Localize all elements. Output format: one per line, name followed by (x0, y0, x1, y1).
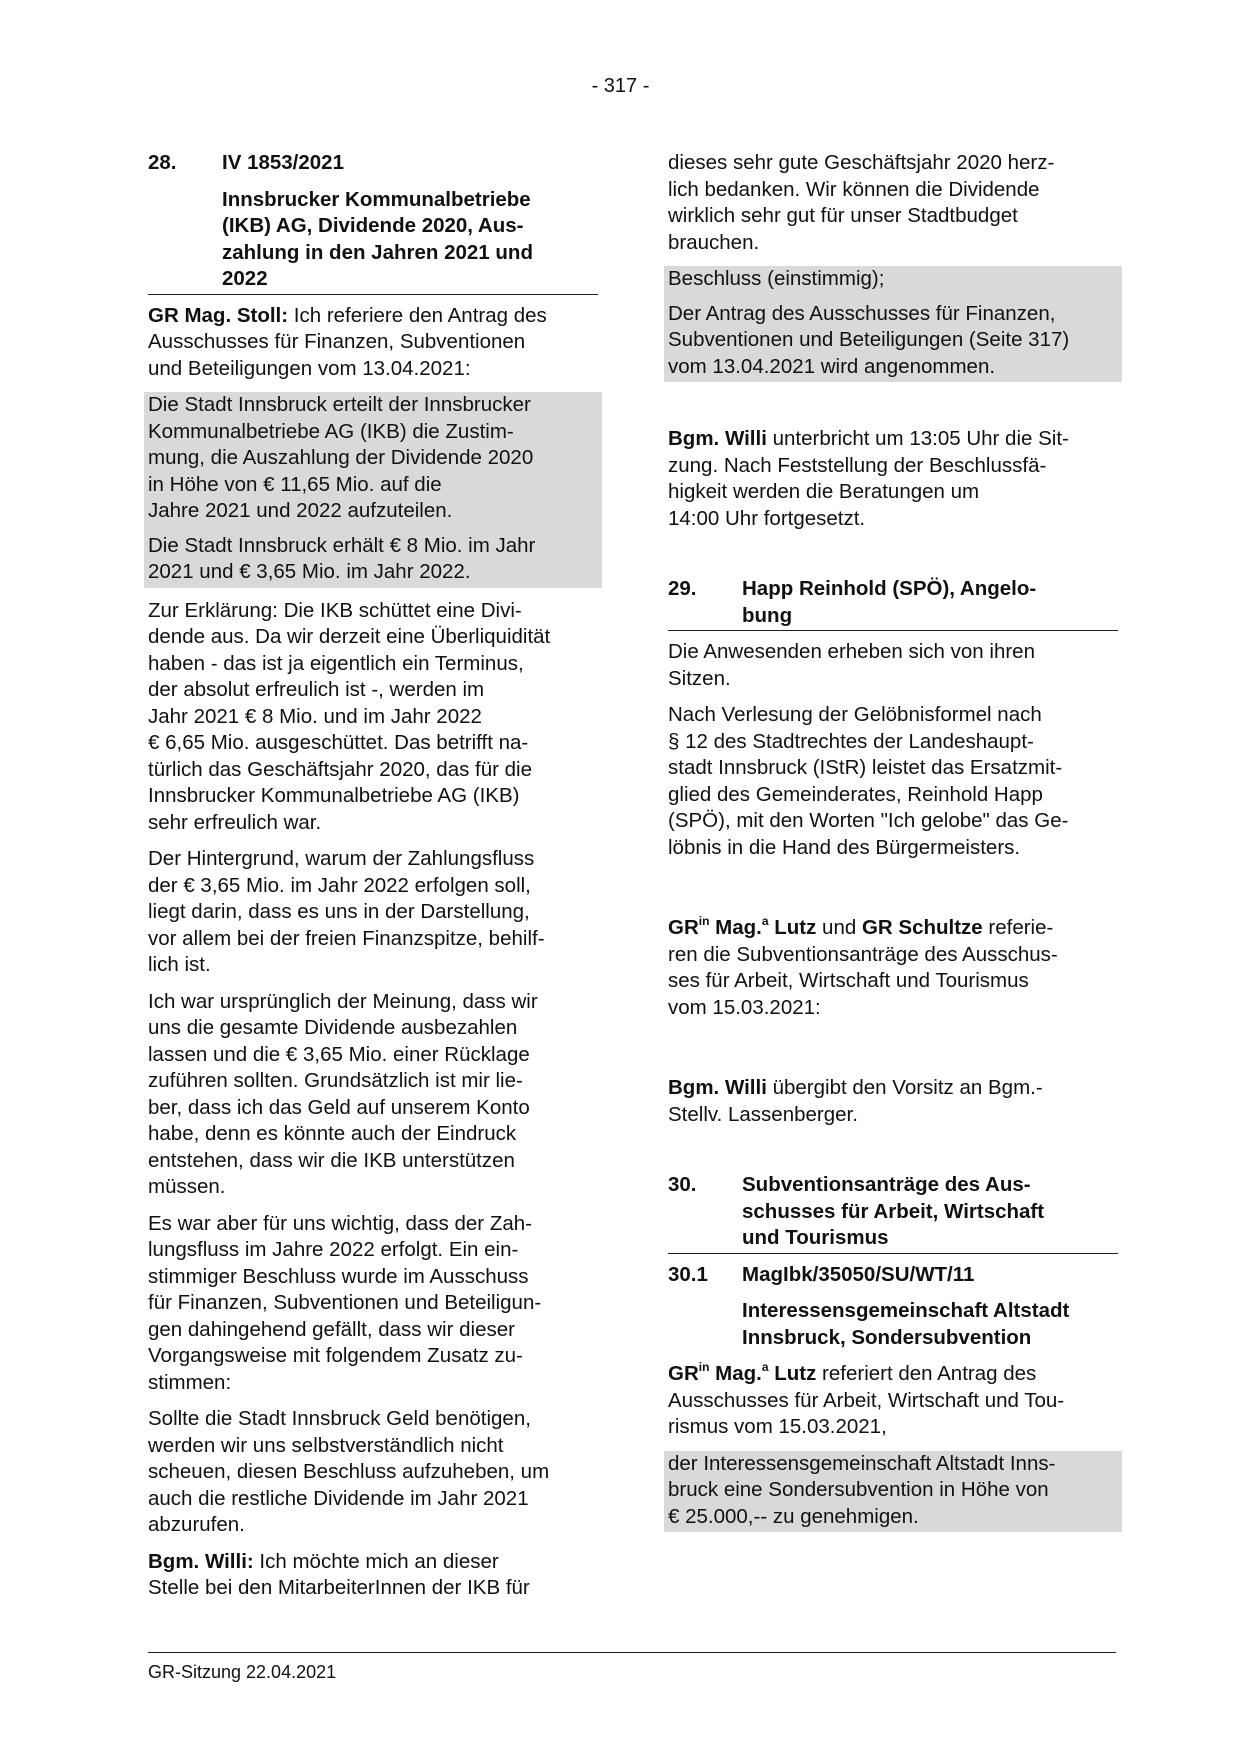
item-title: Happ Reinhold (SPÖ), Angelo- bung (742, 577, 1037, 627)
item-title: Innsbrucker Kommunalbetriebe (IKB) AG, Dividende 2020, Aus- zahlung in den Jahren 2021 und 2022 (222, 187, 533, 290)
item-number: 30.1 (668, 1262, 708, 1286)
item-30-1-header (668, 1262, 1118, 1352)
body-paragraph: $GR^{in}$ Mag.$^a$ Lutz referiert den Antrag des Ausschusses für Arbeit, Wirtschaft und Tou- rismus vom 15.03.2021, (668, 1360, 1065, 1438)
body-paragraph: dieses sehr gute Geschäftsjahr 2020 herz- lich bedanken. Wir können die Dividende wirklich sehr gut für unser Stadtbudget brauchen. (668, 151, 1055, 254)
motion-paragraph: Die Stadt Innsbruck erteilt der Innsbrucker Kommunalbetriebe AG (IKB) die Zustim- mung, die Auszahlung der Dividende 2020 in Höhe von € 11,65 Mio. auf die Jahre 2021 und 2022 aufzuteilen. (148, 393, 534, 522)
body-paragraph: Ich war ursprünglich der Meinung, dass wir uns die gesamte Dividende ausbezahlen lassen und die € 3,65 Mio. einer Rücklage zuführen sollten. Grundsätzlich ist mir lie- ber, dass ich das Geld auf unserem Konto habe, denn es könnte auch der Eindruck entstehen, dass wir die IKB unterstützen müssen. (148, 989, 538, 1198)
decision-text: Der Antrag des Ausschusses für Finanzen, Subventionen und Beteiligungen (Seite 317) vom 13.04.2021 wird angenommen. (668, 301, 1070, 378)
speaker-name: $GR^{in}$ Mag.$^a$ Lutz (668, 1360, 817, 1385)
body-paragraph: Bgm. Willi unterbricht um 13:05 Uhr die Sit- zung. Nach Feststellung der Beschlussfä- higkeit werden die Beratungen um 14:00 Uhr fortgesetzt. (668, 427, 1069, 530)
item-28-header (148, 150, 598, 295)
footer-divider (148, 1652, 1116, 1653)
item-reference: IV 1853/2021 (222, 151, 344, 174)
motion-text-block (144, 392, 602, 588)
item-29-header (668, 576, 1118, 631)
item-title: Interessensgemeinschaft Altstadt Innsbruck, Sondersubvention (742, 1299, 1070, 1349)
speaker-name: Bgm. Willi: (148, 1549, 254, 1573)
motion-text-block (664, 1451, 1122, 1533)
intro-paragraph: GR Mag. Stoll: Ich referiere den Antrag des Ausschusses für Finanzen, Subventionen und Beteiligungen vom 13.04.2021: (148, 303, 547, 380)
item-number: 30. (668, 1173, 697, 1196)
body-paragraph: Es war aber für uns wichtig, dass der Zah- lungsfluss im Jahre 2022 erfolgt. Ein ein- stimmiger Beschluss wurde im Ausschuss für Finanzen, Subventionen und Beteiligun- gen dahingehend gefällt, dass wir dieser Vorgangsweise mit folgendem Zusatz zu- stimmen: (148, 1211, 542, 1394)
body-paragraph: Nach Verlesung der Gelöbnisformel nach § 12 des Stadtrechtes der Landeshaupt- stadt Innsbruck (IStR) leistet das Ersatzmit- glied des Gemeinderates, Reinhold Happ (SPÖ), mit den Worten "Ich gelobe" das Ge- löbnis in die Hand des Bürgermeisters. (668, 703, 1069, 859)
motion-paragraph: der Interessensgemeinschaft Altstadt Inns- bruck eine Sondersubvention in Höhe von € 25.000,-- zu genehmigen. (668, 1451, 1056, 1528)
decision-block (664, 266, 1122, 382)
item-title: Subventionsanträge des Aus- schusses für Arbeit, Wirtschaft und Tourismus (742, 1173, 1045, 1249)
footer: GR-Sitzung 22.04.2021 (148, 1662, 337, 1682)
item-number: 28. (148, 151, 177, 174)
speaker-name: GR Mag. Stoll: (148, 303, 289, 327)
item-number: 29. (668, 577, 697, 600)
body-paragraph: Der Hintergrund, warum der Zahlungsfluss der € 3,65 Mio. im Jahr 2022 erfolgen soll, liegt darin, dass es uns in der Darstellung, vor allem bei der freien Finanzspitze, behilf- lich ist. (148, 847, 545, 976)
body-paragraph: $GR^{in}$ Mag.$^a$ Lutz und GR Schultze referie- ren die Subventionsanträge des Ausschus- ses für Arbeit, Wirtschaft und Tourismus vom 15.03.2021: (668, 914, 1058, 1019)
decision-label: Beschluss (einstimmig); (668, 267, 885, 290)
item-reference: MagIbk/35050/SU/WT/11 (742, 1262, 975, 1286)
motion-paragraph: Die Stadt Innsbruck erhält € 8 Mio. im Jahr 2021 und € 3,65 Mio. im Jahr 2022. (148, 533, 536, 583)
body-paragraph: Die Anwesenden erheben sich von ihren Sitzen. (668, 640, 1035, 690)
speaker-name: Bgm. Willi (668, 427, 767, 450)
speaker-name: $GR^{in}$ Mag.$^a$ Lutz (668, 914, 817, 939)
item-30-header (668, 1172, 1118, 1254)
speaker-name: GR Schultze (861, 916, 983, 939)
body-paragraph: Zur Erklärung: Die IKB schüttet eine Divi- dende aus. Da wir derzeit eine Überliquidität haben - das ist ja eigentlich ein Terminus, der absolut erfreulich ist -, werden im Jahr 2021 € 8 Mio. und im Jahr 2022 € 6,65 Mio. ausgeschüttet. Das betrifft na- türlich das Geschäftsjahr 2020, das für die Innsbrucker Kommunalbetriebe AG (IKB) sehr erfreulich war. (148, 598, 551, 834)
left-column (148, 150, 598, 1612)
body-paragraph: Sollte die Stadt Innsbruck Geld benötigen, werden wir uns selbstverständlich nicht scheuen, diesen Beschluss aufzuheben, um auch die restliche Dividende im Jahr 2021 abzurufen. (148, 1407, 550, 1536)
body-paragraph: Bgm. Willi übergibt den Vorsitz an Bgm.- Stellv. Lassenberger. (668, 1076, 1043, 1126)
page-number: - 317 - (591, 75, 650, 97)
body-paragraph: Bgm. Willi: Ich möchte mich an dieser Stelle bei den MitarbeiterInnen der IKB für (148, 1549, 530, 1599)
right-column (668, 150, 1118, 1532)
speaker-name: Bgm. Willi (668, 1076, 767, 1099)
